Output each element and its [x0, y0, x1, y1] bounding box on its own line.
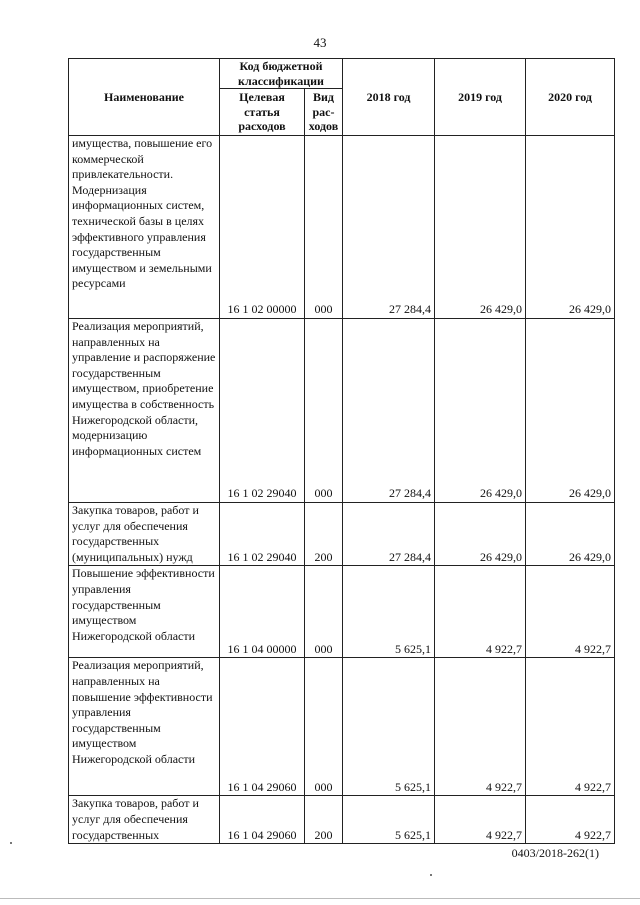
row-value-2019: 4 922,7: [435, 566, 526, 658]
row-name: имущества, повышение его коммерческой привлекательности. Модернизация информационных систем, технической базы в целях эффективного управления государственным имуществом и земельными ресурсами: [69, 136, 220, 319]
row-value-2019: 26 429,0: [435, 319, 526, 503]
row-expense-type: 000: [305, 136, 343, 319]
row-name: Реализация мероприятий, направленных на повышение эффективности управления государственным имуществом Нижегородской области: [69, 658, 220, 796]
table-row: [69, 796, 615, 844]
header-year-2018: 2018 год: [343, 59, 435, 136]
row-value-2020: 26 429,0: [526, 319, 615, 503]
row-name: Повышение эффективности управления государственным имуществом Нижегородской области: [69, 566, 220, 658]
table-row: [69, 503, 615, 566]
row-expense-type: 200: [305, 796, 343, 844]
row-target-code: 16 1 02 00000: [220, 136, 305, 319]
header-target-item: Целевая статья расходов: [220, 89, 305, 136]
row-value-2018: 5 625,1: [343, 566, 435, 658]
budget-table: [68, 58, 615, 844]
row-expense-type: 000: [305, 566, 343, 658]
header-code-group: Код бюджетной классификации: [220, 59, 343, 89]
table-row: [69, 566, 615, 658]
table-row: [69, 319, 615, 503]
row-name: Реализация мероприятий, направленных на управление и распоряжение государственным имуществом, приобретение имущества в собственность Нижегородской области, модернизацию информационных систем: [69, 319, 220, 503]
row-target-code: 16 1 04 29060: [220, 796, 305, 844]
row-value-2019: 4 922,7: [435, 796, 526, 844]
page-number: 43: [313, 35, 327, 50]
table-row: [69, 136, 615, 319]
row-value-2020: 26 429,0: [526, 136, 615, 319]
row-name: Закупка товаров, работ и услуг для обеспечения государственных (муниципальных) нужд: [69, 503, 220, 566]
row-value-2020: 4 922,7: [526, 796, 615, 844]
header-year-2019: 2019 год: [435, 59, 526, 136]
scan-artifact-bottom: [430, 874, 432, 876]
document-id: 0403/2018-262(1): [511, 846, 599, 860]
row-value-2018: 27 284,4: [343, 503, 435, 566]
row-target-code: 16 1 02 29040: [220, 319, 305, 503]
row-value-2020: 4 922,7: [526, 566, 615, 658]
header-year-2020: 2020 год: [526, 59, 615, 136]
row-target-code: 16 1 04 00000: [220, 566, 305, 658]
table-row: [69, 658, 615, 796]
row-expense-type: 200: [305, 503, 343, 566]
table-header: [69, 59, 615, 136]
scan-edge-line: [0, 898, 640, 899]
row-target-code: 16 1 02 29040: [220, 503, 305, 566]
row-value-2019: 26 429,0: [435, 136, 526, 319]
header-expense-type: Вид рас- ходов: [305, 89, 343, 136]
row-value-2020: 4 922,7: [526, 658, 615, 796]
scan-artifact-left: [10, 842, 12, 844]
row-name: Закупка товаров, работ и услуг для обеспечения государственных: [69, 796, 220, 844]
row-value-2018: 5 625,1: [343, 658, 435, 796]
header-name: Наименование: [69, 59, 220, 136]
row-value-2018: 27 284,4: [343, 136, 435, 319]
row-value-2019: 26 429,0: [435, 503, 526, 566]
row-expense-type: 000: [305, 658, 343, 796]
row-value-2018: 5 625,1: [343, 796, 435, 844]
row-value-2020: 26 429,0: [526, 503, 615, 566]
row-expense-type: 000: [305, 319, 343, 503]
row-value-2019: 4 922,7: [435, 658, 526, 796]
row-target-code: 16 1 04 29060: [220, 658, 305, 796]
row-value-2018: 27 284,4: [343, 319, 435, 503]
